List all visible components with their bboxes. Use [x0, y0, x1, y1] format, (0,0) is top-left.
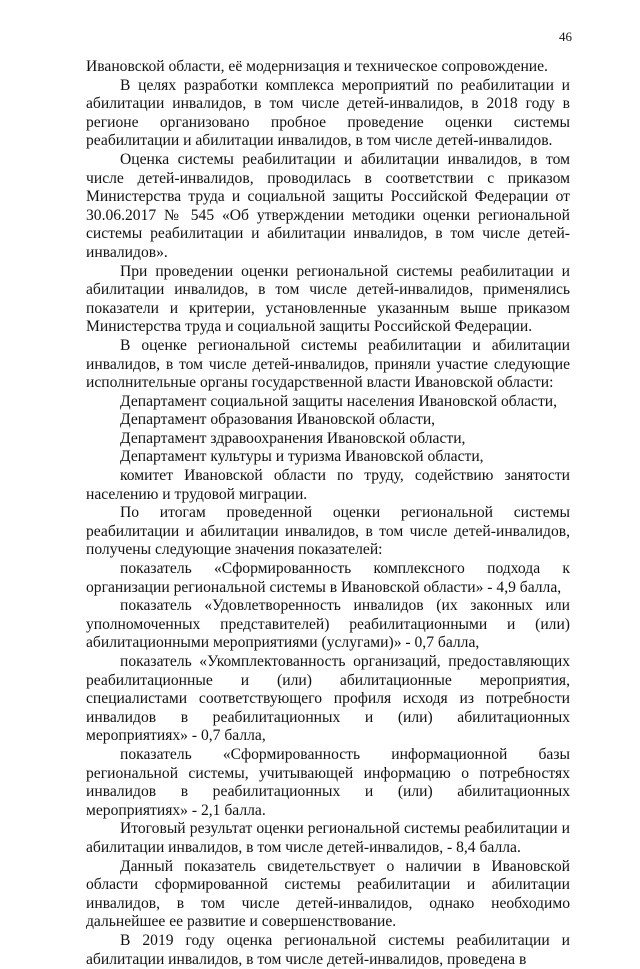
paragraph: В целях разработки комплекса мероприятий по реабилитации и абилитации инвалидов, в том числе детей-инвалидов, в 2018 году в регионе организовано пробное проведение оценки системы реабилитации и абилитации инвалидов, в том числе детей-инвалидов.: [86, 76, 570, 150]
paragraph: В 2019 году оценка региональной системы реабилитации и абилитации инвалидов, в том числе детей-инвалидов, проведена в: [86, 931, 570, 968]
document-body: [86, 58, 570, 969]
list-item-department: Департамент здравоохранения Ивановской области,: [120, 429, 466, 447]
indicator-item: показатель «Сформированность информационной базы региональной системы, учитывающей информацию о потребностях инвалидов в реабилитационных и (или) абилитационных мероприятиях» - 2,1 балла.: [86, 745, 570, 819]
paragraph-continuation: Ивановской области, её модернизация и техническое сопровождение.: [86, 58, 548, 75]
paragraph: Оценка системы реабилитации и абилитации инвалидов, в том числе детей-инвалидов, проводилась в соответствии с приказом Министерства труда и социальной защиты Российской Федерации от 30.06.2017 № 545 «Об утверждении методики оценки региональной системы реабилитации и абилитации инвалидов, в том числе детей-инвалидов».: [86, 150, 570, 261]
list-item-department: Департамент образования Ивановской области,: [120, 411, 436, 429]
indicator-item: показатель «Укомплектованность организаций, предоставляющих реабилитационные и (или) абилитационные мероприятия, специалистами соответствующего профиля исходя из потребности инвалидов в реабилитационных и (или) абилитационных мероприятиях» - 0,7 балла,: [86, 653, 570, 745]
paragraph: По итогам проведенной оценки региональной системы реабилитации и абилитации инвалидов, в том числе детей-инвалидов, получены следующие значения показателей:: [86, 504, 570, 559]
list-item-department: Департамент социальной защиты населения Ивановской области,: [120, 392, 558, 410]
page-number: 46: [559, 29, 572, 44]
paragraph: При проведении оценки региональной системы реабилитации и абилитации инвалидов, в том числе детей-инвалидов, применялись показатели и критерии, установленные указанным выше приказом Министерства труда и социальной защиты Российской Федерации.: [86, 262, 570, 336]
list-item-department: Департамент культуры и туризма Ивановской области,: [120, 448, 484, 466]
paragraph: Итоговый результат оценки региональной системы реабилитации и абилитации инвалидов, в том числе детей-инвалидов, - 8,4 балла.: [86, 820, 570, 856]
indicator-item: показатель «Удовлетворенность инвалидов (их законных или уполномоченных представителей) реабилитационными и (или) абилитационными мероприятиями (услугами)» - 0,7 балла,: [86, 597, 570, 652]
paragraph: В оценке региональной системы реабилитации и абилитации инвалидов, в том числе детей-инвалидов, приняли участие следующие исполнительные органы государственной власти Ивановской области:: [86, 336, 570, 392]
list-item-department: комитет Ивановской области по труду, содействию занятости населению и трудовой миграции.: [86, 467, 570, 503]
indicator-item: показатель «Сформированность комплексного подхода к организации региональной системы в Ивановской области» - 4,9 балла,: [86, 560, 570, 596]
paragraph: Данный показатель свидетельствует о наличии в Ивановской области сформированной системы реабилитации и абилитации инвалидов, в том числе детей-инвалидов, однако необходимо дальнейшее ее развитие и совершенствование.: [86, 857, 570, 931]
